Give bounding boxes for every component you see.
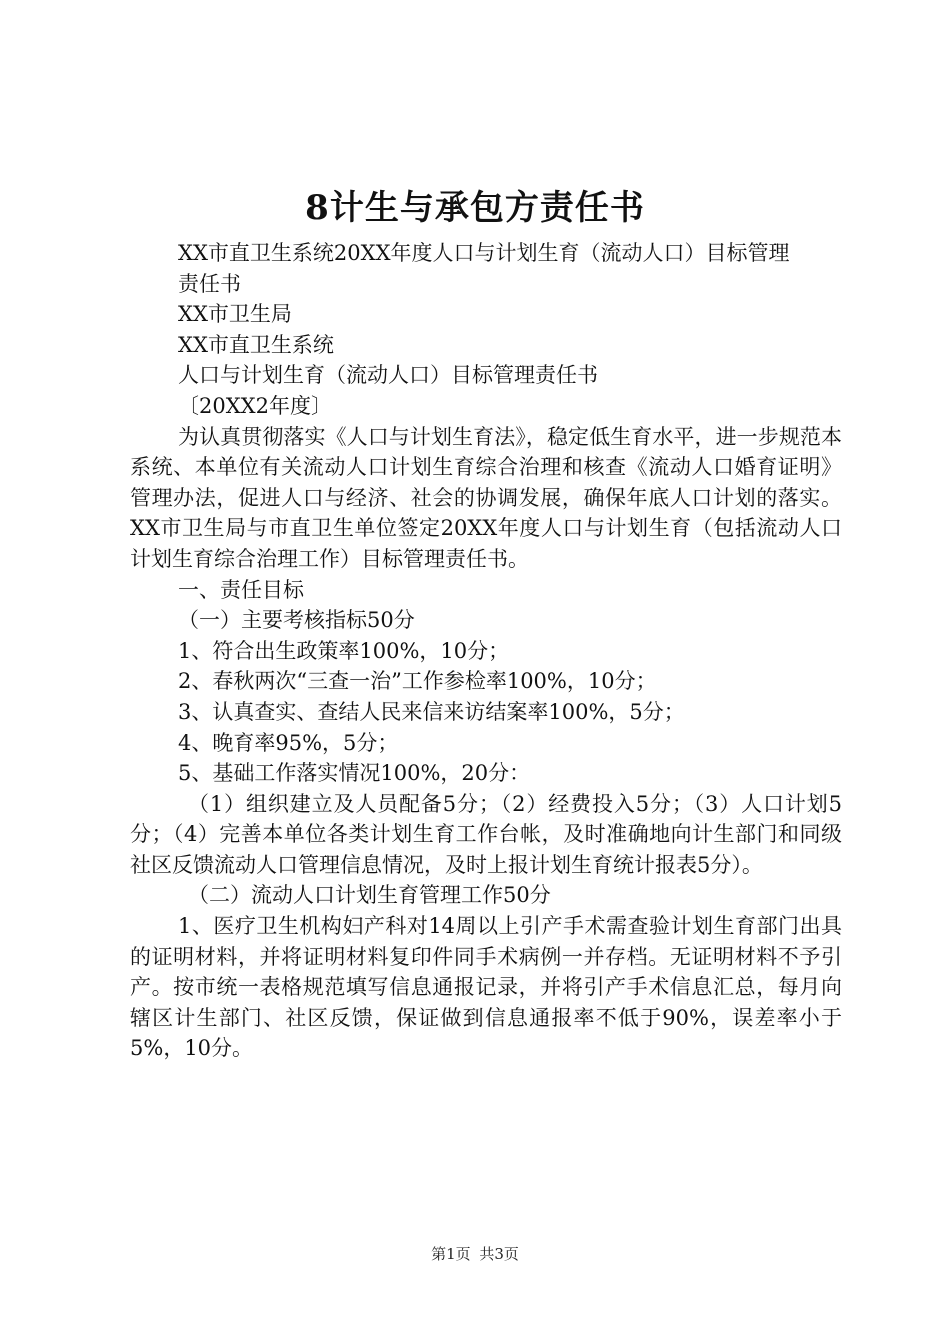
subsection-heading-indicators: （一）主要考核指标50分 (178, 608, 415, 633)
paragraph-year: 〔20XX2年度〕 (178, 393, 332, 418)
document-title: 8计生与承包方责任书 (305, 188, 645, 228)
paragraph-health-bureau: XX市卫生局 (178, 302, 292, 327)
list-item: 2、春秋两次“三查一治”工作参检率100%，10分； (178, 669, 657, 694)
paragraph-health-system: XX市直卫生系统 (178, 332, 334, 357)
paragraph-medical: 1、医疗卫生机构妇产科对14周以上引产手术需查验计划生育部门出具的证明材料，并将证明材料复印件同手术病例一并存档。无证明材料不予引产。按市统一表格规范填写信息通报记录，并将引产手术信息汇总，每月向辖区计生部门、社区反馈，保证做到信息通报率不低于90%，误差率小于5%，10分。 (130, 914, 842, 1061)
document-body (130, 238, 842, 1064)
page-total: 共3页 (479, 1245, 519, 1263)
subsection-heading-floating: （二）流动人口计划生育管理工作50分 (188, 883, 551, 908)
list-item: 3、认真查实、查结人民来信来访结案率100%，5分； (178, 699, 685, 724)
list-item: 1、符合出生政策率100%，10分； (178, 638, 510, 663)
paragraph-basic-work: （1）组织建立及人员配备5分；（2）经费投入5分；（3）人口计划5分；（4）完善本单位各类计划生育工作台帐，及时准确地向计生部门和同级社区反馈流动人口管理信息情况，及时上报计划生育统计报表5分）。 (130, 791, 842, 877)
paragraph-intro: 为认真贯彻落实《人口与计划生育法》，稳定低生育水平，进一步规范本系统、本单位有关流动人口计划生育综合治理和核查《流动人口婚育证明》管理办法，促进人口与经济、社会的协调发展，确保年底人口计划的落实。XX市卫生局与市直卫生单位签定20XX年度人口与计划生育（包括流动人口计划生育综合治理工作）目标管理责任书。 (130, 424, 842, 571)
paragraph-subtitle: 人口与计划生育（流动人口）目标管理责任书 (178, 363, 598, 388)
paragraph-heading-line: XX市直卫生系统20XX年度人口与计划生育（流动人口）目标管理 (178, 241, 790, 265)
page-footer (0, 1244, 950, 1264)
paragraph-responsibility: 责任书 (178, 271, 241, 296)
list-item: 5、基础工作落实情况100%，20分： (178, 761, 531, 786)
section-heading-goals: 一、责任目标 (178, 577, 304, 602)
list-item: 4、晚育率95%，5分； (178, 730, 399, 755)
page-number: 第1页 (431, 1245, 471, 1263)
